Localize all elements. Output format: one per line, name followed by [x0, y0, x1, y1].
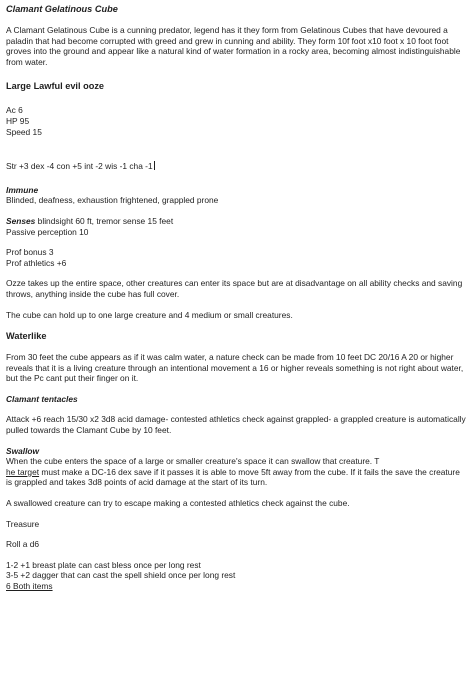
stat-hp: HP 95 [6, 115, 30, 126]
senses-text: blindsight 60 ft, tremor sense 15 feet [35, 215, 174, 226]
treasure-label: Treasure [6, 518, 40, 529]
waterlike-paragraph: From 30 feet the cube appears as if it was calm water, a nature check can be made from 10 feet DC 20/16 A 20 or higher reveals that it is a living creature through an intentional movement a 16 or higher reveals something is not right about water, but the Pc cant put their finger on it. [6, 352, 464, 384]
prof-bonus: Prof bonus 3 [6, 247, 54, 258]
type-line: Large Lawful evil ooze [6, 81, 105, 92]
treasure-item-2: 3-5 +2 dagger that can cast the spell shield once per long rest [6, 570, 236, 581]
swallow-paragraph [6, 456, 468, 488]
swallow-line-2: must make a DC-16 dex save if it passes it is able to move 5ft away from the cube. If it fails the save the creature is grappled and takes 3d8 points of acid damage at the start of its turn. [6, 466, 460, 488]
immune-label: Immune [6, 184, 39, 195]
swallow-underlined: he target [6, 466, 40, 477]
waterlike-heading: Waterlike [6, 331, 47, 342]
intro-paragraph: A Clamant Gelatinous Cube is a cunning predator, legend has it they form from Gelatinous Cubes that have devoured a paladin that had become corrupted with greed and grew in cunning and ability. They form 10f foot x10 foot x 10 foot foot groves into the ground and appear like a natural kind of water formation in a rocky area, becoming almost indistinguishable from water. [6, 25, 461, 67]
ability-scores-text: Str +3 dex -4 con +5 int -2 wis -1 cha -1 [6, 161, 153, 172]
treasure-item-3: 6 Both items [6, 581, 53, 591]
hold-paragraph: The cube can hold up to one large creature and 4 medium or small creatures. [6, 309, 293, 320]
roll-label: Roll a d6 [6, 539, 40, 550]
immune-text: Blinded, deafness, exhaustion frightened, grappled prone [6, 195, 219, 206]
stat-ac: Ac 6 [6, 105, 23, 116]
document-title: Clamant Gelatinous Cube [6, 4, 118, 14]
text-cursor [154, 161, 155, 170]
stat-speed: Speed 15 [6, 126, 42, 137]
senses-label: Senses [6, 215, 36, 226]
ability-scores[interactable] [6, 161, 468, 172]
ozze-paragraph: Ozze takes up the entire space, other creatures can enter its space but are at disadvantage on all ability checks and saving throws, anything inside the cube has full cover. [6, 278, 463, 299]
escape-paragraph: A swallowed creature can try to escape making a contested athletics check against the cube. [6, 498, 350, 509]
prof-athletics: Prof athletics +6 [6, 257, 67, 268]
swallow-line-1: When the cube enters the space of a large or smaller creature's space it can swallow that creature. T [6, 456, 380, 467]
tentacles-paragraph: Attack +6 reach 15/30 x2 3d8 acid damage- contested athletics check against grappled- a grappled creature is automatically pulled towards the Clamant Cube by 10 feet. [6, 414, 466, 436]
tentacles-heading: Clamant tentacles [6, 393, 78, 404]
senses-line [6, 216, 468, 227]
passive-perception: Passive perception 10 [6, 226, 89, 237]
swallow-heading: Swallow [6, 445, 40, 456]
treasure-item-1: 1-2 +1 breast plate can cast bless once per long rest [6, 559, 201, 570]
